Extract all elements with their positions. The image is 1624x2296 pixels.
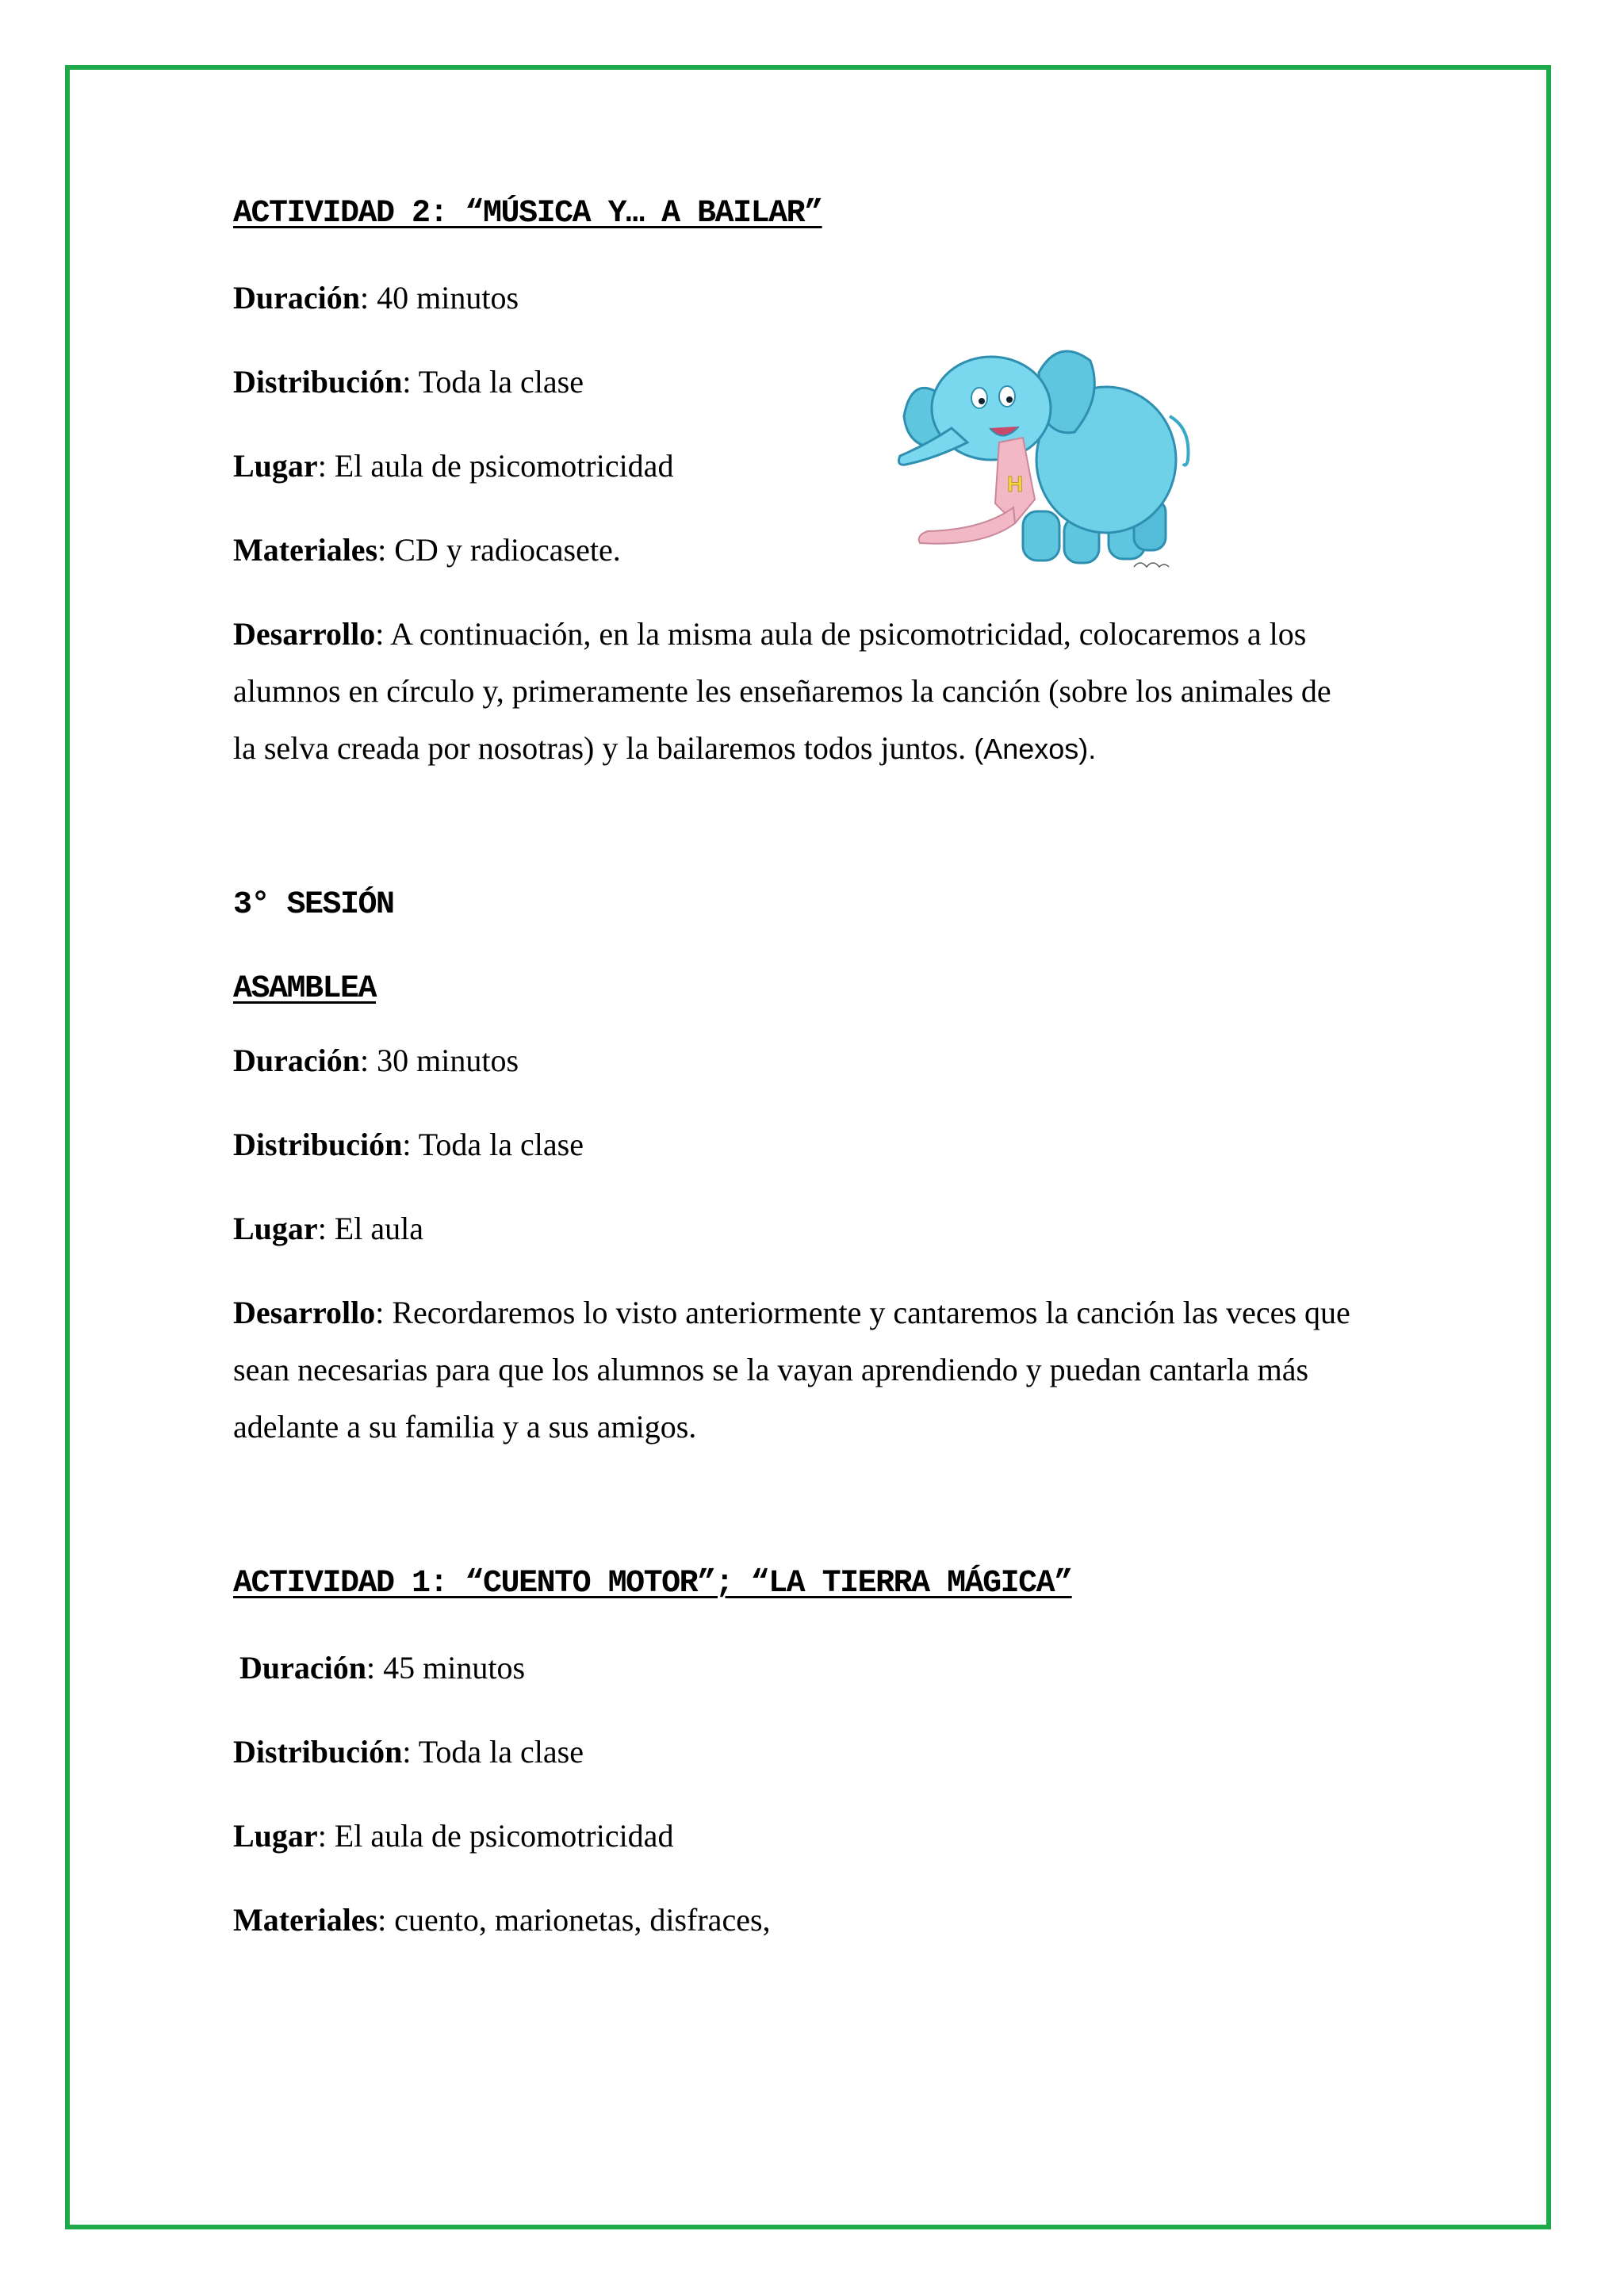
materiales-value: : CD y radiocasete. bbox=[377, 532, 621, 568]
lugar-value: : El aula de psicomotricidad bbox=[317, 448, 674, 484]
duracion-value: : 30 minutos bbox=[360, 1043, 519, 1078]
activity-1-title: ACTIVIDAD 1: “CUENTO MOTOR”; “LA TIERRA MÁGICA” bbox=[233, 1566, 1072, 1601]
distribucion-label: Distribución bbox=[233, 364, 403, 400]
desarrollo-line-3 bbox=[233, 729, 1096, 768]
activity-1-lugar bbox=[233, 1817, 673, 1855]
lugar-label: Lugar bbox=[233, 448, 318, 484]
session-3-title: 3° SESIÓN bbox=[233, 887, 394, 923]
duracion-label: Duración bbox=[233, 280, 360, 316]
desarrollo-label: Desarrollo bbox=[233, 1295, 376, 1330]
lugar-value: : El aula de psicomotricidad bbox=[317, 1818, 674, 1854]
activity-2-lugar bbox=[233, 447, 673, 485]
desarrollo-line-1 bbox=[233, 1294, 1350, 1332]
desarrollo-line-2: sean necesarias para que los alumnos se la vayan aprendiendo y puedan cantarla más bbox=[233, 1352, 1309, 1387]
distribucion-label: Distribución bbox=[233, 1127, 403, 1162]
distribucion-value: : Toda la clase bbox=[402, 1127, 584, 1162]
elephant-leg bbox=[1023, 511, 1059, 561]
materiales-label: Materiales bbox=[233, 1902, 378, 1938]
desarrollo-line-2: alumnos en círculo y, primeramente les enseñaremos la canción (sobre los animales de bbox=[233, 673, 1331, 709]
duracion-value: : 45 minutos bbox=[366, 1650, 526, 1686]
distribucion-label: Distribución bbox=[233, 1734, 403, 1770]
asamblea-duracion bbox=[233, 1042, 519, 1080]
activity-1-duracion bbox=[239, 1649, 525, 1687]
asamblea-lugar bbox=[233, 1210, 423, 1248]
activity-2-title: ACTIVIDAD 2: “MÚSICA Y… A BAILAR” bbox=[233, 196, 822, 232]
duracion-label: Duración bbox=[239, 1650, 366, 1686]
asamblea-title: ASAMBLEA bbox=[233, 971, 377, 1007]
lugar-label: Lugar bbox=[233, 1818, 318, 1854]
desarrollo-text-3: la selva creada por nosotras) y la bailaremos todos juntos. bbox=[233, 730, 975, 766]
lugar-label: Lugar bbox=[233, 1211, 318, 1246]
distribucion-value: : Toda la clase bbox=[402, 364, 584, 400]
materiales-value: : cuento, marionetas, disfraces, bbox=[377, 1902, 771, 1938]
materiales-label: Materiales bbox=[233, 532, 378, 568]
annex-reference: (Anexos). bbox=[974, 733, 1097, 765]
asamblea-distribucion bbox=[233, 1126, 584, 1164]
activity-2-distribucion bbox=[233, 363, 584, 401]
desarrollo-line-1 bbox=[233, 615, 1306, 653]
cartoon-elephant-icon bbox=[896, 341, 1197, 579]
duracion-label: Duración bbox=[233, 1043, 360, 1078]
desarrollo-label: Desarrollo bbox=[233, 616, 376, 652]
desarrollo-line-3: adelante a su familia y a sus amigos. bbox=[233, 1409, 697, 1445]
activity-1-materiales bbox=[233, 1901, 771, 1939]
activity-2-duracion bbox=[233, 279, 519, 317]
lugar-value: : El aula bbox=[317, 1211, 423, 1246]
activity-1-distribucion bbox=[233, 1733, 584, 1771]
activity-2-materiales bbox=[233, 531, 621, 569]
duracion-value: : 40 minutos bbox=[360, 280, 519, 316]
tie-letter: H bbox=[1007, 472, 1024, 496]
distribucion-value: : Toda la clase bbox=[402, 1734, 584, 1770]
desarrollo-text-1: : A continuación, en la misma aula de psicomotricidad, colocaremos a los bbox=[375, 616, 1307, 652]
desarrollo-text-1: : Recordaremos lo visto anteriormente y cantaremos la canción las veces que bbox=[375, 1295, 1350, 1330]
